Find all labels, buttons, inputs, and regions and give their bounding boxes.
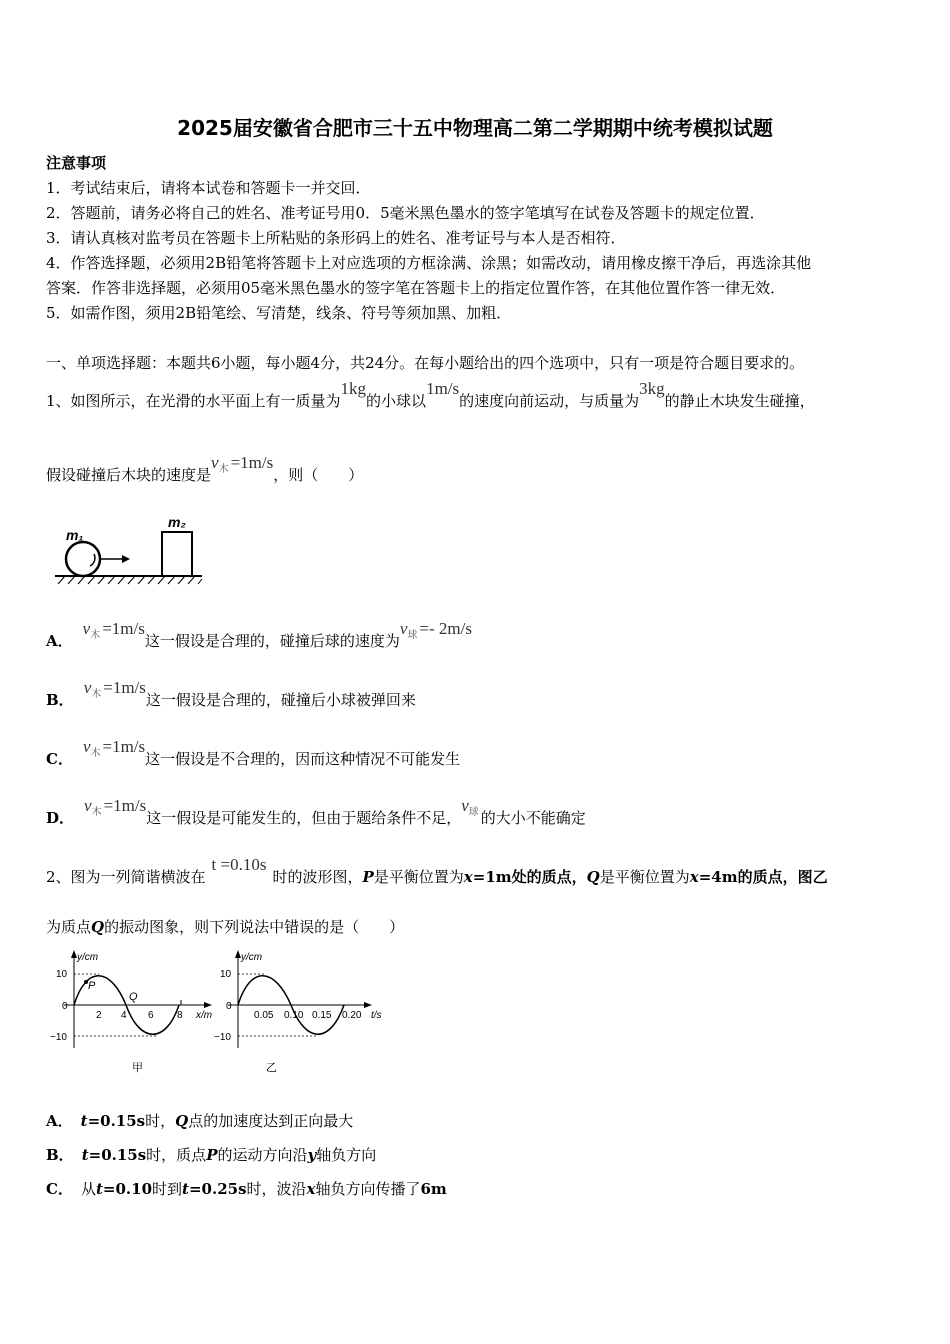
- t-tick-label: 0.15: [312, 1010, 332, 1021]
- wave-graph-figure: [44, 948, 224, 1080]
- y-axis-label: y/cm: [77, 952, 99, 963]
- point-p-label: P: [88, 980, 96, 992]
- x-tick-label: 6: [148, 1010, 154, 1021]
- page-title: 2025届安徽省合肥市三十五中物理高二第二学期期中统考模拟试题: [177, 116, 773, 140]
- q1-figure: [50, 512, 210, 592]
- mass-1: 1kg: [340, 379, 367, 398]
- q2-option-c[interactable]: C． 从t=0.10时到t=0.25s时，波沿x轴负方向传播了6m: [46, 1180, 447, 1198]
- t-axis-label: t/s: [371, 1010, 382, 1021]
- block-label: m₂: [168, 514, 186, 530]
- ball-shading: [90, 554, 95, 566]
- figure-caption: 乙: [266, 1062, 277, 1074]
- y-tick-label: 10: [56, 969, 68, 980]
- q2-option-b[interactable]: B． t=0.15s时，质点P的运动方向沿y轴负方向: [46, 1146, 377, 1164]
- y-tick-label: 10: [220, 969, 232, 980]
- q1-stem-line1: 1、如图所示，在光滑的水平面上有一质量为1kg的小球以1m/s的速度向前运动，与质量为3kg的静止木块发生碰撞，: [46, 379, 815, 410]
- notice-item: 2．答题前，请务必将自己的姓名、准考证号用0．5毫米黑色墨水的签字笔填写在试卷及答题卡的规定位置．: [46, 204, 765, 222]
- notice-item: 答案．作答非选择题，必须用05毫米黑色墨水的签字笔在答题卡上的指定位置作答，在其他位置作答一律无效．: [46, 279, 786, 297]
- t-tick-label: 0.10: [284, 1010, 304, 1021]
- x-tick-label: 2: [96, 1010, 102, 1021]
- ball-label: m₁: [66, 527, 84, 543]
- origin-label: 0: [62, 1001, 68, 1012]
- block-shape: [162, 532, 192, 576]
- y-axis-label: y/cm: [241, 952, 263, 963]
- initial-velocity: 1m/s: [426, 379, 460, 398]
- x-axis-arrowhead: [204, 1002, 212, 1008]
- point-q-label: Q: [129, 991, 138, 1003]
- velocity-arrowhead: [122, 555, 130, 563]
- notice-item: 5．如需作图，须用2B铅笔绘、写清楚，线条、符号等须加黑、加粗．: [46, 304, 512, 322]
- t-tick-label: 0.05: [254, 1010, 274, 1021]
- origin-label: 0: [226, 1001, 232, 1012]
- figure-caption: 甲: [132, 1062, 143, 1074]
- y-tick-label: −10: [214, 1032, 231, 1043]
- q1-option-b[interactable]: B．$v_木 =1m/s$这一假设是合理的，碰撞后小球被弹回来: [46, 678, 416, 709]
- mass-2: 3kg: [639, 379, 665, 398]
- time-expression: t =0.10s: [211, 855, 267, 874]
- notice-item: 3．请认真核对监考员在答题卡上所粘贴的条形码上的姓名、准考证号与本人是否相符．: [46, 229, 626, 247]
- ground-hatching: [58, 576, 202, 584]
- q2-stem-line2: 为质点Q的振动图象，则下列说法中错误的是（ ）: [46, 918, 405, 936]
- notice-item: 4．作答选择题，必须用2B铅笔将答题卡上对应选项的方框涂满、涂黑；如需改动，请用橡皮擦干净后，再选涂其他: [46, 254, 812, 272]
- x-axis-label: x/m: [196, 1010, 213, 1021]
- q1-option-a[interactable]: A．$v_木 =1m/s$这一假设是合理的，碰撞后球的速度为$v_球 =- 2m/s$: [46, 619, 472, 650]
- q2-stem-line1: 2、图为一列简谐横波在t =0.10s时的波形图，P是平衡位置为x=1m处的质点，Q是平衡位置为x=4m的质点，图乙: [46, 855, 828, 886]
- vibration-graph-figure: [214, 948, 394, 1080]
- q1-stem-line2: 假设碰撞后木块的速度是$v_木 =1m/s$，则（ ）: [46, 453, 364, 484]
- q1-option-d[interactable]: D．$v_木 =1m/s$这一假设是可能发生的，但由于题给条件不足，$v_球$ 的大小不能确定: [46, 796, 586, 827]
- q2-option-a[interactable]: A． t=0.15s时，Q点的加速度达到正向最大: [46, 1112, 354, 1130]
- notice-item: 1．考试结束后，请将本试卷和答题卡一并交回．: [46, 179, 371, 197]
- x-tick-label: 4: [121, 1010, 127, 1021]
- t-tick-label: 0.20: [342, 1010, 362, 1021]
- notice-heading: 注意事项: [46, 154, 107, 172]
- x-tick-label: 8: [177, 1010, 183, 1021]
- t-axis-arrowhead: [364, 1002, 372, 1008]
- section-heading: 一、单项选择题：本题共6小题，每小题4分，共24分。在每小题给出的四个选项中，只有一项是符合题目要求的。: [46, 354, 805, 372]
- q1-option-c[interactable]: C．$v_木 =1m/s$这一假设是不合理的，因而这种情况不可能发生: [46, 737, 461, 768]
- y-tick-label: −10: [50, 1032, 67, 1043]
